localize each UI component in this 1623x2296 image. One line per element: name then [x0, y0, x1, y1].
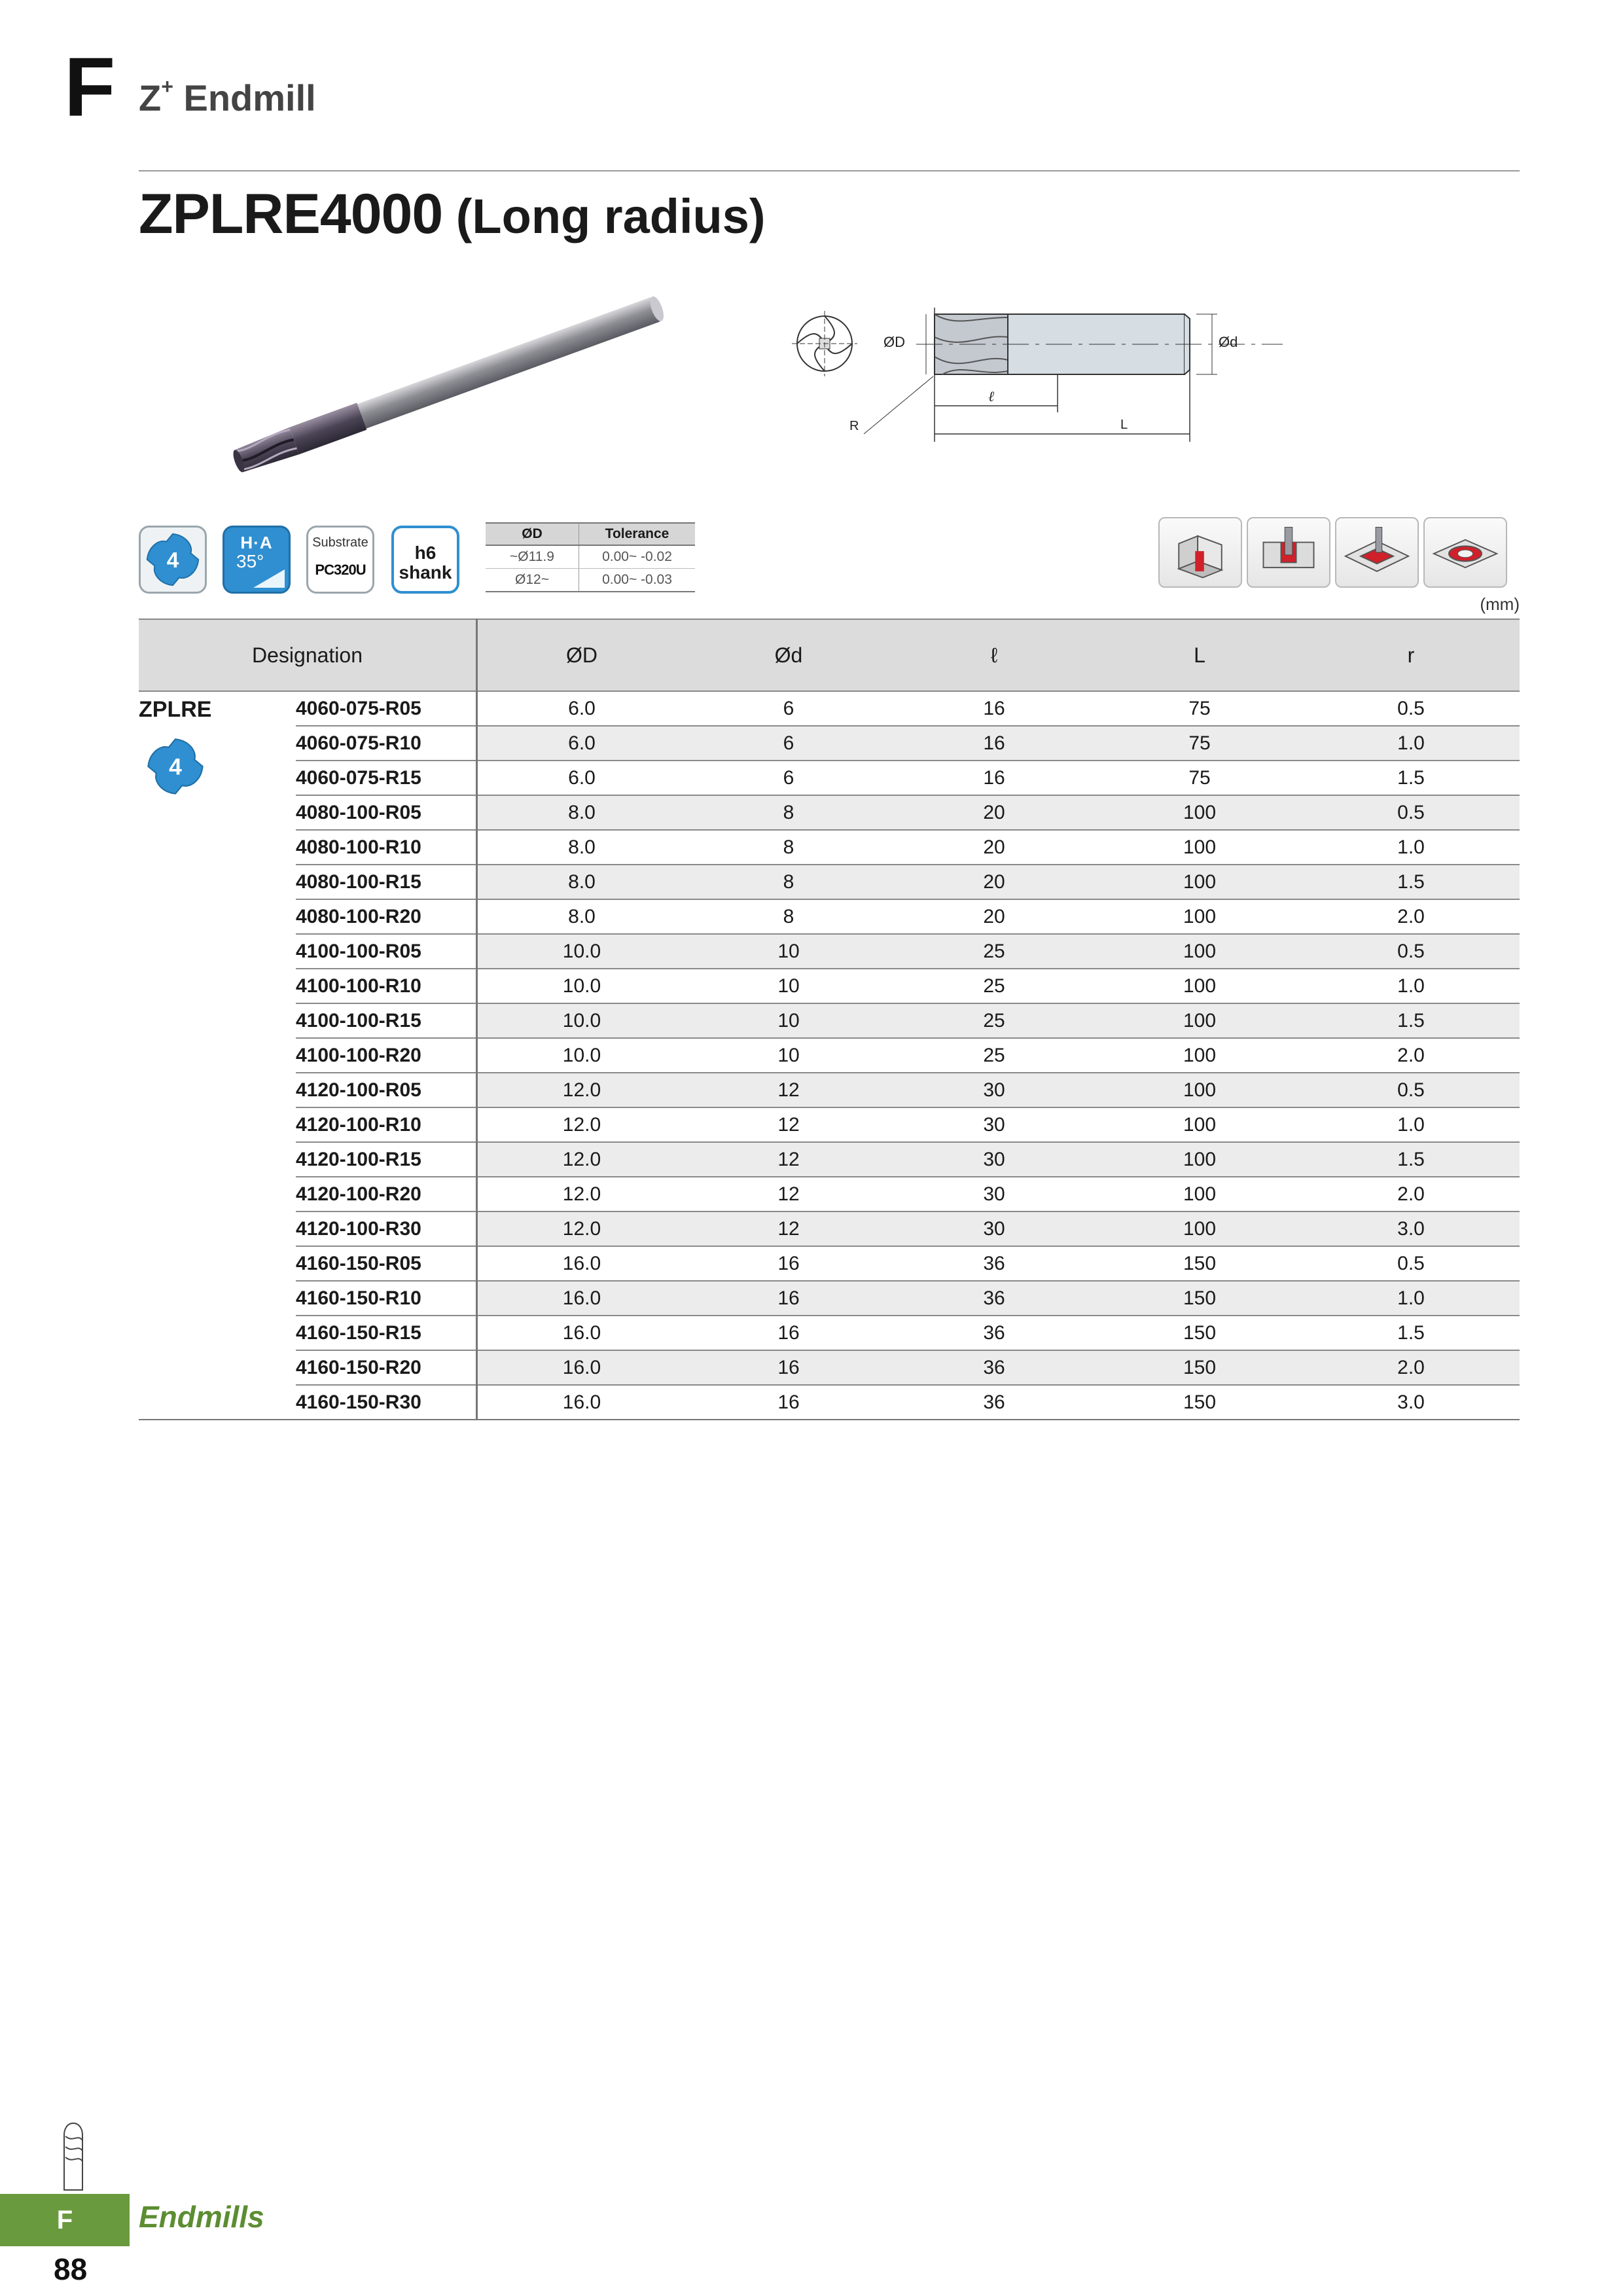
cell-r: 1.0 [1302, 830, 1520, 865]
cell-L: 100 [1097, 830, 1302, 865]
cell-L: 75 [1097, 761, 1302, 795]
tolerance-header-diameter: ØD [486, 523, 579, 545]
page-number: 88 [54, 2252, 88, 2286]
cell-D: 8.0 [477, 795, 687, 830]
section-title [139, 75, 316, 118]
shank-tolerance-badge [391, 526, 459, 594]
unit-label: (mm) [1480, 594, 1520, 614]
cell-l: 36 [891, 1246, 1097, 1281]
table-row [139, 726, 1520, 761]
table-row [139, 1211, 1520, 1246]
cell-D: 10.0 [477, 934, 687, 969]
cell-d: 16 [686, 1281, 891, 1316]
cell-D: 16.0 [477, 1350, 687, 1385]
cell-d: 8 [686, 899, 891, 934]
table-row [139, 1385, 1520, 1420]
cell-d: 12 [686, 1211, 891, 1246]
dimensions-table [139, 619, 1520, 1420]
cell-r: 1.5 [1302, 865, 1520, 899]
cell-l: 16 [891, 691, 1097, 726]
cell-L: 150 [1097, 1316, 1302, 1350]
four-flute-icon [141, 528, 205, 592]
header-divider [139, 170, 1520, 171]
cell-L: 75 [1097, 691, 1302, 726]
cell-D: 16.0 [477, 1281, 687, 1316]
table-row [139, 1316, 1520, 1350]
cell-d: 12 [686, 1107, 891, 1142]
cell-d: 10 [686, 969, 891, 1003]
cell-l: 25 [891, 934, 1097, 969]
cell-L: 75 [1097, 726, 1302, 761]
table-row [139, 691, 1520, 726]
product-subtitle: (Long radius) [442, 189, 766, 243]
cell-D: 6.0 [477, 691, 687, 726]
cell-r: 0.5 [1302, 1073, 1520, 1107]
table-row [139, 1177, 1520, 1211]
dim-label-d: Ød [1219, 334, 1238, 350]
cell-r: 1.0 [1302, 969, 1520, 1003]
cell-d: 10 [686, 934, 891, 969]
cell-D: 16.0 [477, 1385, 687, 1420]
designation-code: 4060-075-R05 [296, 691, 477, 726]
cell-l: 20 [891, 795, 1097, 830]
designation-code: 4060-075-R15 [296, 761, 477, 795]
substrate-badge [306, 526, 374, 594]
footer-section-label: Endmills [139, 2200, 264, 2234]
four-flute-icon [141, 732, 209, 800]
cell-L: 150 [1097, 1350, 1302, 1385]
substrate-grade: PC320U [315, 562, 366, 578]
table-row [139, 830, 1520, 865]
cell-l: 20 [891, 830, 1097, 865]
end-view-icon [792, 311, 857, 376]
cell-r: 0.5 [1302, 691, 1520, 726]
table-row [139, 934, 1520, 969]
col-header-L: L [1097, 619, 1302, 691]
cell-d: 16 [686, 1246, 891, 1281]
helix-icon [251, 567, 287, 590]
helix-label: H·A [240, 533, 273, 552]
cell-r: 1.5 [1302, 1316, 1520, 1350]
tolerance-value: 0.00~ -0.02 [579, 545, 696, 569]
cell-D: 8.0 [477, 865, 687, 899]
cell-l: 30 [891, 1073, 1097, 1107]
tolerance-header-tolerance: Tolerance [579, 523, 696, 545]
tolerance-diameter: Ø12~ [486, 569, 579, 592]
table-row [139, 761, 1520, 795]
table-row [139, 1073, 1520, 1107]
cell-r: 1.0 [1302, 1281, 1520, 1316]
cell-D: 10.0 [477, 1003, 687, 1038]
cell-d: 8 [686, 865, 891, 899]
cell-l: 20 [891, 899, 1097, 934]
section-title-suffix: Endmill [173, 77, 316, 118]
flute-count: 4 [166, 548, 179, 573]
cell-D: 12.0 [477, 1073, 687, 1107]
endmill-footer-icon [60, 2121, 86, 2193]
dim-label-L: L [1120, 418, 1128, 432]
table-row [139, 1107, 1520, 1142]
dim-label-l: ℓ [988, 388, 995, 404]
cell-l: 25 [891, 1038, 1097, 1073]
designation-code: 4120-100-R05 [296, 1073, 477, 1107]
cell-r: 3.0 [1302, 1385, 1520, 1420]
designation-code: 4160-150-R20 [296, 1350, 477, 1385]
designation-code: 4120-100-R30 [296, 1211, 477, 1246]
table-row [139, 1281, 1520, 1316]
cell-l: 16 [891, 726, 1097, 761]
tolerance-table [486, 522, 695, 592]
cell-D: 8.0 [477, 899, 687, 934]
substrate-label: Substrate [312, 535, 368, 550]
designation-code: 4160-150-R10 [296, 1281, 477, 1316]
helix-angle: 35° [236, 551, 264, 571]
endmill-dimension-drawing [785, 265, 1407, 448]
designation-code: 4100-100-R20 [296, 1038, 477, 1073]
helix-angle-badge [223, 526, 291, 594]
cell-r: 2.0 [1302, 1038, 1520, 1073]
ramping-icon [1423, 517, 1507, 588]
cell-D: 8.0 [477, 830, 687, 865]
cell-d: 8 [686, 830, 891, 865]
side-milling-icon [1158, 517, 1242, 588]
cell-d: 6 [686, 691, 891, 726]
cell-r: 3.0 [1302, 1211, 1520, 1246]
designation-code: 4100-100-R15 [296, 1003, 477, 1038]
cell-r: 2.0 [1302, 1177, 1520, 1211]
designation-code: 4160-150-R05 [296, 1246, 477, 1281]
cell-l: 20 [891, 865, 1097, 899]
designation-code: 4100-100-R10 [296, 969, 477, 1003]
cell-d: 16 [686, 1316, 891, 1350]
cell-d: 12 [686, 1142, 891, 1177]
cell-D: 16.0 [477, 1316, 687, 1350]
section-title-sup: + [161, 75, 173, 99]
cell-r: 0.5 [1302, 1246, 1520, 1281]
cell-l: 30 [891, 1177, 1097, 1211]
cell-r: 1.0 [1302, 1107, 1520, 1142]
tolerance-value: 0.00~ -0.03 [579, 569, 696, 592]
cell-D: 10.0 [477, 969, 687, 1003]
cell-L: 150 [1097, 1281, 1302, 1316]
designation-code: 4100-100-R05 [296, 934, 477, 969]
cell-L: 150 [1097, 1385, 1302, 1420]
cell-L: 100 [1097, 1107, 1302, 1142]
shank-line1: h6 [414, 543, 437, 563]
cell-l: 36 [891, 1316, 1097, 1350]
table-row [139, 969, 1520, 1003]
table-row [139, 1350, 1520, 1385]
cell-D: 12.0 [477, 1177, 687, 1211]
col-header-D: ØD [477, 619, 687, 691]
dim-label-R: R [849, 419, 859, 433]
cell-l: 36 [891, 1385, 1097, 1420]
cell-r: 0.5 [1302, 934, 1520, 969]
cell-L: 100 [1097, 795, 1302, 830]
cell-d: 8 [686, 795, 891, 830]
cell-D: 12.0 [477, 1142, 687, 1177]
cell-L: 100 [1097, 934, 1302, 969]
designation-code: 4120-100-R10 [296, 1107, 477, 1142]
designation-code: 4120-100-R15 [296, 1142, 477, 1177]
cell-L: 100 [1097, 1211, 1302, 1246]
cell-l: 16 [891, 761, 1097, 795]
cell-d: 10 [686, 1038, 891, 1073]
table-row [139, 1038, 1520, 1073]
designation-code: 4080-100-R05 [296, 795, 477, 830]
cell-D: 10.0 [477, 1038, 687, 1073]
cell-L: 100 [1097, 1073, 1302, 1107]
cell-L: 100 [1097, 1177, 1302, 1211]
cell-r: 1.5 [1302, 1142, 1520, 1177]
cell-L: 100 [1097, 1003, 1302, 1038]
designation-code: 4160-150-R15 [296, 1316, 477, 1350]
section-title-prefix: Z [139, 77, 162, 118]
dim-label-D: ØD [883, 334, 905, 350]
cell-l: 25 [891, 1003, 1097, 1038]
cell-d: 12 [686, 1177, 891, 1211]
table-row [139, 1142, 1520, 1177]
series-name: ZPLRE [139, 697, 212, 722]
col-header-l: ℓ [891, 619, 1097, 691]
cell-d: 12 [686, 1073, 891, 1107]
cell-L: 100 [1097, 969, 1302, 1003]
cell-r: 1.0 [1302, 726, 1520, 761]
cell-d: 10 [686, 1003, 891, 1038]
col-header-r: r [1302, 619, 1520, 691]
table-row [139, 865, 1520, 899]
designation-code: 4060-075-R10 [296, 726, 477, 761]
table-row [139, 1246, 1520, 1281]
cell-D: 12.0 [477, 1211, 687, 1246]
cell-L: 100 [1097, 1142, 1302, 1177]
designation-code: 4080-100-R10 [296, 830, 477, 865]
cell-D: 6.0 [477, 726, 687, 761]
product-code: ZPLRE4000 [139, 183, 443, 245]
cell-l: 30 [891, 1142, 1097, 1177]
cell-d: 6 [686, 726, 891, 761]
cell-l: 30 [891, 1107, 1097, 1142]
endmill-photo [213, 288, 684, 484]
cell-D: 12.0 [477, 1107, 687, 1142]
table-row [139, 795, 1520, 830]
cell-r: 1.5 [1302, 761, 1520, 795]
tolerance-row [486, 569, 695, 592]
cell-r: 0.5 [1302, 795, 1520, 830]
shank-line2: shank [399, 562, 452, 583]
cell-r: 1.5 [1302, 1003, 1520, 1038]
footer-section-tab: F [0, 2194, 130, 2246]
cell-r: 2.0 [1302, 899, 1520, 934]
slotting-icon [1247, 517, 1330, 588]
cell-d: 6 [686, 761, 891, 795]
designation-code: 4080-100-R20 [296, 899, 477, 934]
series-cell [139, 691, 296, 1420]
series-flute-count: 4 [169, 754, 182, 780]
tolerance-diameter: ~Ø11.9 [486, 545, 579, 569]
cell-L: 100 [1097, 899, 1302, 934]
cell-l: 30 [891, 1211, 1097, 1246]
cell-D: 6.0 [477, 761, 687, 795]
cell-l: 36 [891, 1281, 1097, 1316]
cell-l: 25 [891, 969, 1097, 1003]
cell-D: 16.0 [477, 1246, 687, 1281]
cell-d: 16 [686, 1385, 891, 1420]
flute-count-badge [139, 526, 207, 594]
cell-L: 150 [1097, 1246, 1302, 1281]
cell-l: 36 [891, 1350, 1097, 1385]
designation-code: 4120-100-R20 [296, 1177, 477, 1211]
cell-L: 100 [1097, 865, 1302, 899]
pocketing-icon [1335, 517, 1419, 588]
col-header-designation: Designation [139, 619, 477, 691]
product-title [139, 183, 766, 245]
cell-L: 100 [1097, 1038, 1302, 1073]
cell-r: 2.0 [1302, 1350, 1520, 1385]
table-row [139, 1003, 1520, 1038]
section-letter: F [64, 41, 116, 134]
designation-code: 4160-150-R30 [296, 1385, 477, 1420]
table-row [139, 899, 1520, 934]
designation-code: 4080-100-R15 [296, 865, 477, 899]
tolerance-row [486, 545, 695, 569]
cell-d: 16 [686, 1350, 891, 1385]
col-header-d: Ød [686, 619, 891, 691]
